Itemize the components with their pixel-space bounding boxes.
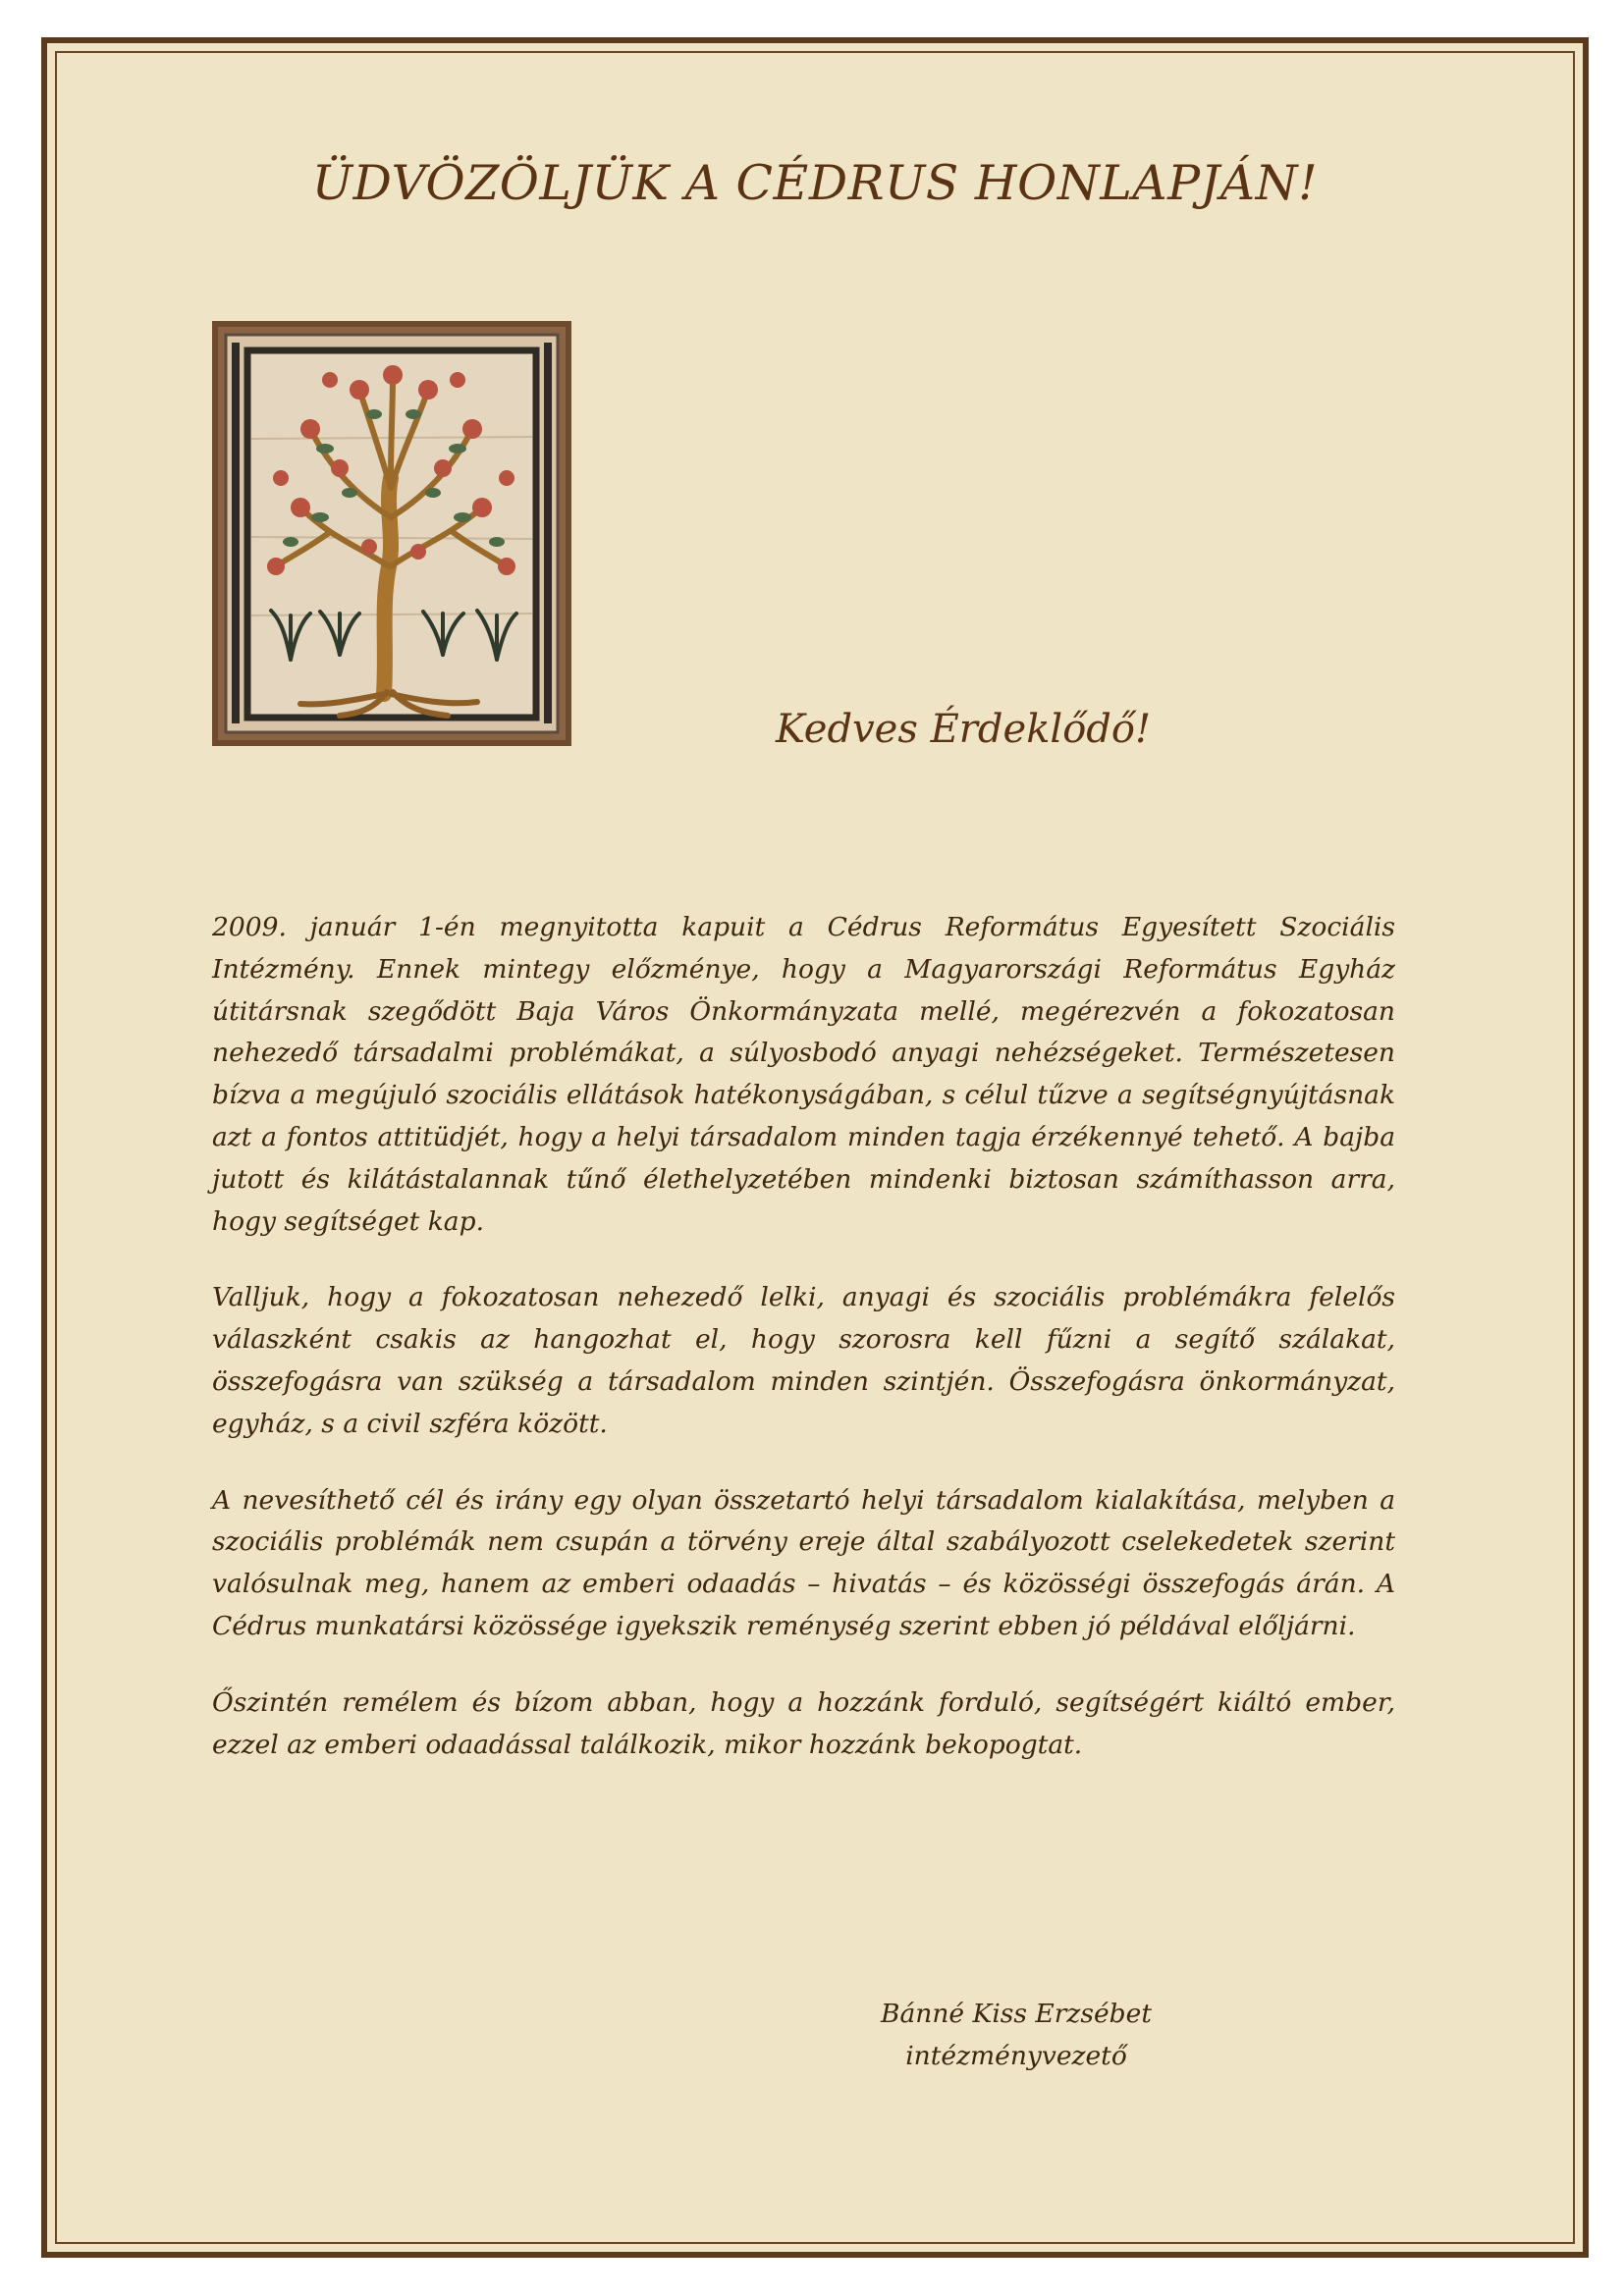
signature-name: Bánné Kiss Erzsébet [881, 1999, 1152, 2029]
letter-body [212, 907, 1395, 1800]
paragraph: Őszintén remélem és bízom abban, hogy a hozzánk forduló, segítségért kiáltó ember, ezzel az emberi odaadással találkozik, mikor hozzánk bekopogtat. [212, 1686, 1395, 1760]
page-title: ÜDVÖZÖLJÜK A CÉDRUS HONLAPJÁN! [311, 155, 1319, 211]
paragraph: Valljuk, hogy a fokozatosan nehezedő lelki, anyagi és szociális problémákra felelős válaszként csakis az hangozhat el, hogy szorosra kell fűzni a segítő szálakat, összefogásra van szükség a társadalom minden szintjén. Összefogásra önkormányzat, egyház, s a civil szféra között. [212, 1282, 1395, 1439]
signature-block [854, 1993, 1178, 2077]
signature-role: intézményvezető [905, 2041, 1127, 2071]
paragraph: 2009. január 1-én megnyitotta kapuit a Cédrus Református Egyesített Szociális Intézmény. Ennek mintegy előzménye, hogy a Magyarországi Református Egyház útitársnak szegődött Baja Város Önkormányzata mellé, megérezvén a fokozatosan nehezedő társadalmi problémákat, a súlyosbodó anyagi nehézségeket. Természetesen bízva a megújuló szociális ellátások hatékonyságában, s célul tűzve a segítségnyújtásnak azt a fontos attitüdjét, hogy a helyi társadalom minden tagja érzékennyé tehető. A bajba jutott és kilátástalannak tűnő élethelyzetében mindenki biztosan számíthasson arra, hogy segítséget kap. [212, 912, 1395, 1237]
paragraph: A nevesíthető cél és irány egy olyan összetartó helyi társadalom kialakítása, melyben a szociális problémák nem csupán a törvény ereje által szabályozott cselekedetek szerint valósulnak meg, hanem az emberi odaadás – hivatás – és közösségi összefogás árán. A Cédrus munkatársi közössége igyekszik reménység szerint ebben jó példával előljárni. [212, 1484, 1395, 1641]
tree-of-life-image [212, 321, 571, 746]
greeting-heading: Kedves Érdeklődő! [776, 707, 1152, 752]
